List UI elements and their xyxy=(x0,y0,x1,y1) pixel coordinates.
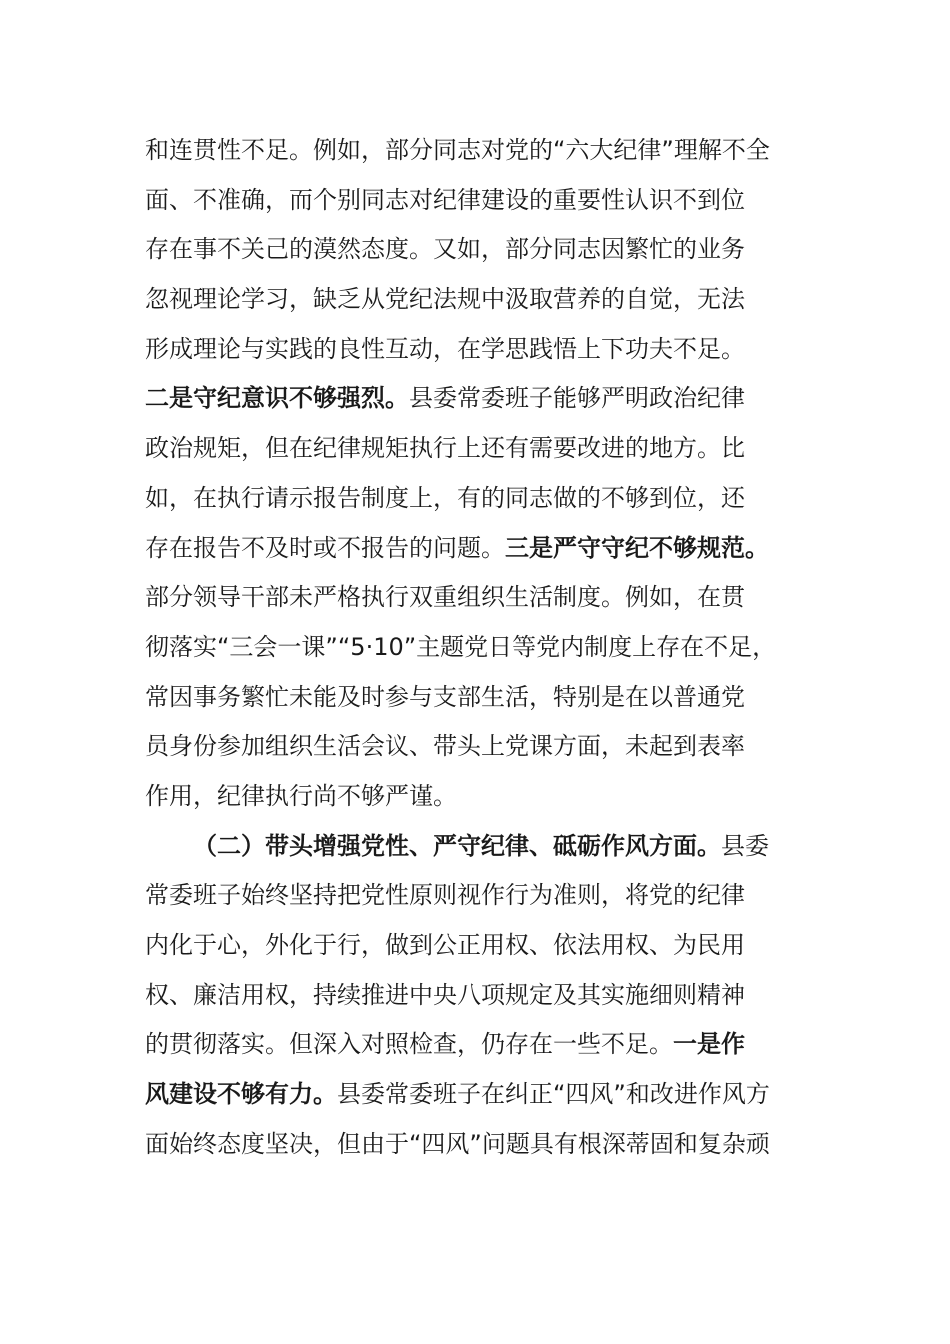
text-line xyxy=(145,1070,815,1120)
text-run: 存在事不关己的漠然态度。又如，部分同志因繁忙的业务 xyxy=(145,235,745,264)
text-run: 县委常委班子在纠正“四风”和改进作风方 xyxy=(337,1080,770,1109)
text-run: 权、廉洁用权，持续推进中央八项规定及其实施细则精神 xyxy=(145,980,745,1009)
text-run: 彻落实“三会一课”“5·10”主题党日等党内制度上存在不足， xyxy=(145,632,777,661)
text-line xyxy=(145,225,815,275)
text-line xyxy=(145,772,815,822)
text-run: 政治规矩，但在纪律规矩执行上还有需要改进的地方。比 xyxy=(145,434,745,463)
text-line xyxy=(145,1020,815,1070)
body-text xyxy=(145,126,815,1169)
text-run: 如，在执行请示报告制度上，有的同志做的不够到位，还 xyxy=(145,483,745,512)
text-line xyxy=(145,573,815,623)
text-line xyxy=(145,971,815,1021)
text-line xyxy=(145,871,815,921)
bold-heading-run: 二是守纪意识不够强烈。 xyxy=(145,384,409,413)
text-line xyxy=(145,325,815,375)
text-run: 和连贯性不足。例如，部分同志对党的“六大纪律”理解不全 xyxy=(145,136,770,164)
text-line xyxy=(145,722,815,772)
text-run: 作用，纪律执行尚不够严谨。 xyxy=(145,781,457,810)
text-line xyxy=(145,921,815,971)
text-run: 常委班子始终坚持把党性原则视作行为准则，将党的纪律 xyxy=(145,881,745,910)
text-run: 面、不准确，而个别同志对纪律建设的重要性认识不到位 xyxy=(145,185,745,214)
text-run: 员身份参加组织生活会议、带头上党课方面，未起到表率 xyxy=(145,732,745,761)
text-line xyxy=(145,275,815,325)
text-run: 部分领导干部未严格执行双重组织生活制度。例如，在贯 xyxy=(145,583,745,612)
text-run: 形成理论与实践的良性互动，在学思践悟上下功夫不足。 xyxy=(145,334,745,363)
text-run: 县委常委班子能够严明政治纪律 xyxy=(409,384,745,413)
text-run: 内化于心，外化于行，做到公正用权、依法用权、为民用 xyxy=(145,931,745,959)
text-run: 县委 xyxy=(721,831,769,860)
bold-heading-run: 三是严守守纪不够规范。 xyxy=(505,533,769,562)
text-run: 面始终态度坚决，但由于“四风”问题具有根深蒂固和复杂顽 xyxy=(145,1129,770,1158)
text-line xyxy=(145,524,815,574)
bold-heading-run: 一是作 xyxy=(673,1030,745,1059)
bold-heading-run: 风建设不够有力。 xyxy=(145,1080,337,1109)
text-line xyxy=(145,424,815,474)
text-run: 的贯彻落实。但深入对照检查，仍存在一些不足。 xyxy=(145,1030,673,1059)
text-line xyxy=(145,623,815,673)
text-run: 常因事务繁忙未能及时参与支部生活，特别是在以普通党 xyxy=(145,682,745,711)
text-line xyxy=(145,126,815,176)
section-heading: （二）带头增强党性、严守纪律、砥砺作风方面。 xyxy=(193,831,721,860)
section-heading-line xyxy=(145,822,815,872)
text-line xyxy=(145,176,815,226)
text-run: 忽视理论学习，缺乏从党纪法规中汲取营养的自觉，无法 xyxy=(145,285,745,314)
text-line xyxy=(145,474,815,524)
text-line xyxy=(145,1120,815,1170)
text-line xyxy=(145,374,815,424)
text-run: 存在报告不及时或不报告的问题。 xyxy=(145,533,505,562)
text-line xyxy=(145,673,815,723)
